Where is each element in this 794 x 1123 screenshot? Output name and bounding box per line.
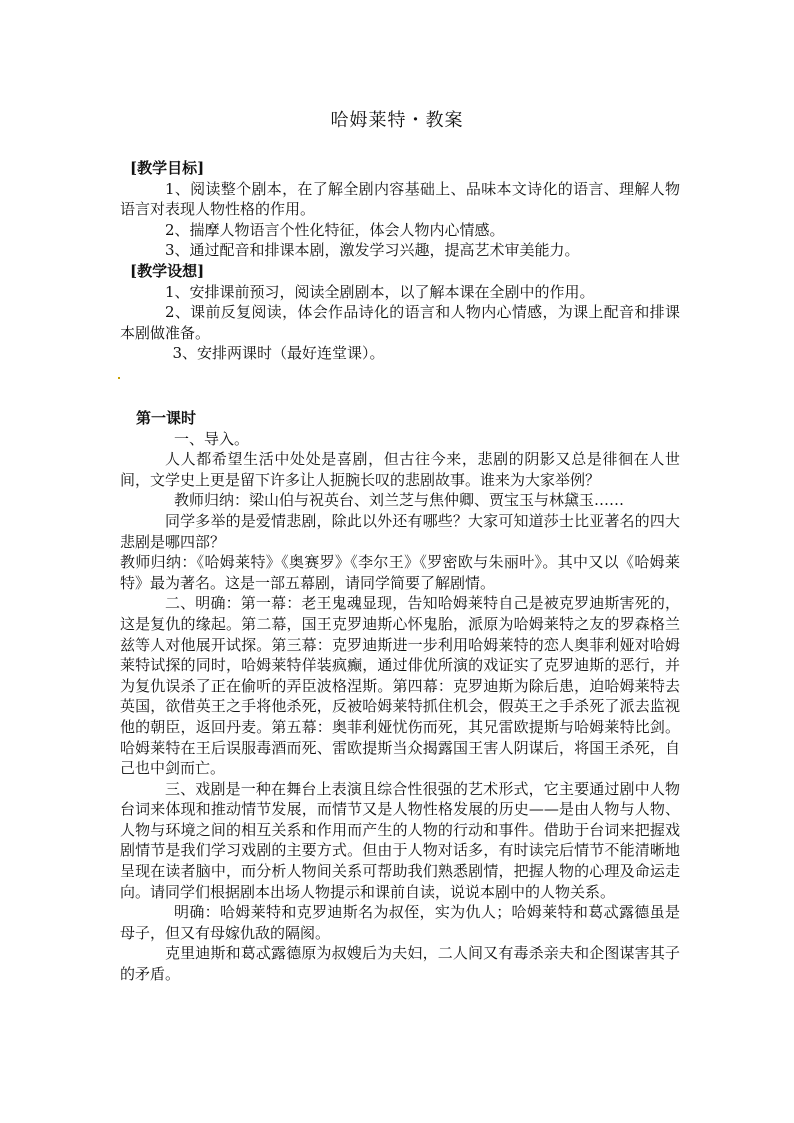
objectives-section (120, 158, 680, 364)
stray-mark (118, 377, 120, 379)
lesson-paragraph: 三、戏剧是一种在舞台上表演且综合性很强的艺术形式，它主要通过剧中人物台词来体现和推动情节发展，而情节又是人物性格发展的历史——是由人物与人物、人物与环境之间的相互关系和作用而产生的人物的行动和事件。借助于台词来把握戏剧情节是我们学习戏剧的主要方式。但由于人物对话多，有时读完后情节不能清晰地呈现在读者脑中，而分析人物间关系可帮助我们熟悉剧情，把握人物的心理及命运走向。请同学们根据剧本出场人物提示和课前自读，说说本剧中的人物关系。 (120, 779, 680, 901)
design-item: 1、安排课前预习，阅读全剧剧本，以了解本课在全剧中的作用。 (165, 282, 595, 301)
document-title: 哈姆莱特・教案 (330, 110, 464, 131)
lesson-paragraph: 明确：哈姆莱特和克罗迪斯名为叔侄，实为仇人；哈姆莱特和葛忒露德虽是母子，但又有母嫁仇敌的隔阂。 (120, 903, 680, 942)
lesson-paragraph: 二、明确：第一幕：老王鬼魂显现，告知哈姆莱特自己是被克罗迪斯害死的，这是复仇的缘起。第二幕，国王克罗迪斯心怀鬼胎，派原为哈姆莱特之友的罗森格兰兹等人对他展开试探。第三幕：克罗迪斯进一步利用哈姆莱特的恋人奥菲利娅对哈姆莱特试探的同时，哈姆莱特佯装疯癫，通过俳优所演的戏证实了克罗迪斯的恶行，并为复仇误杀了正在偷听的弄臣波格涅斯。第四幕：克罗迪斯为除后患，迫哈姆莱特去英国，欲借英王之手将他杀死，反被哈姆莱特抓住机会，假英王之手杀死了派去监视他的朝臣，返回丹麦。第五幕：奥菲利娅忧伤而死，其兄雷欧提斯与哈姆莱特比剑。哈姆莱特在王后误服毒酒而死、雷欧提斯当众揭露国王害人阴谋后，将国王杀死，自己也中剑而亡。 (120, 594, 680, 778)
lesson1-section (120, 408, 680, 985)
design-item: 2、课前反复阅读，体会作品诗化的语言和人物内心情感，为课上配音和排课本剧做准备。 (120, 303, 680, 342)
design-heading: [教学设想] (130, 261, 205, 280)
objectives-heading: [教学目标] (130, 159, 205, 177)
lesson-paragraph: 教师归纳：梁山伯与祝英台、刘兰芝与焦仲卿、贾宝玉与林黛玉…… (174, 491, 625, 510)
objective-item: 2、揣摩人物语言个性化特征，体会人物内心情感。 (165, 220, 505, 239)
lesson-paragraph: 教师归纳：《哈姆莱特》《奥赛罗》《李尔王》《罗密欧与朱丽叶》。其中又以《哈姆莱特》最为著名。这是一部五幕剧，请同学简要了解剧情。 (120, 553, 680, 592)
objective-item: 1、阅读整个剧本，在了解全剧内容基础上、品味本文诗化的语言、理解人物语言对表现人物性格的作用。 (120, 179, 680, 219)
objective-item: 3、通过配音和排课本剧，激发学习兴趣，提高艺术审美能力。 (165, 241, 580, 260)
lesson-paragraph: 一、导入。 (174, 429, 250, 448)
lesson1-heading: 第一课时 (136, 409, 197, 427)
lesson-paragraph: 克里迪斯和葛忒露德原为叔嫂后为夫妇，二人间又有毒杀亲夫和企图谋害其子的矛盾。 (120, 944, 680, 984)
lesson-paragraph: 人人都希望生活中处处是喜剧，但古往今来，悲剧的阴影又总是徘徊在人世间，文学史上更是留下许多让人扼腕长叹的悲剧故事。谁来为大家举例？ (120, 450, 680, 489)
design-item: 3、安排两课时（最好连堂课）。 (172, 344, 385, 363)
lesson-paragraph: 同学多举的是爱情悲剧，除此以外还有哪些？大家可知道莎士比亚著名的四大悲剧是哪四部？ (120, 511, 680, 551)
